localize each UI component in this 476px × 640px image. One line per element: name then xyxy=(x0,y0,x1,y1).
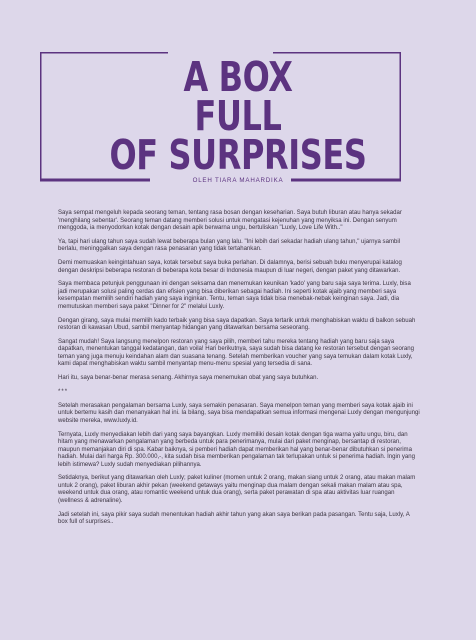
paragraph: Jadi setelah ini, saya pikir saya sudah menentukan hadiah akhir tahun yang akan saya berikan pada pasangan. Tentu saja, Luxly, A box full of surprises.. xyxy=(58,511,410,526)
title-line-3: OF SURPRISES xyxy=(109,131,367,179)
page-title xyxy=(52,53,423,179)
section-separator: *** xyxy=(58,389,69,396)
title-line-2: FULL xyxy=(194,92,282,140)
paragraph: Setidaknya, berikut yang ditawarkan oleh Luxly; paket kuliner (momen untuk 2 orang, makan siang untuk 2 orang, atau makan malam untuk 2 orang), paket liburan akhir pekan (weekend getaways yaitu menginap dua malam dengan sekali makan malam atau spa, weekend untuk dua orang, atau romantic weekend untuk dua orang), serta paket perawatan di spa atau aktivitas luar ruangan (wellness & adrenaline). xyxy=(58,475,416,504)
paragraph: Saya membaca petunjuk penggunaan ini dengan seksama dan menemukan keunikan 'kado' yang baru saja saya terima. Luxly, bisa jadi merupakan solusi paling cerdas dan efisien yang bisa diberikan sebagai hadiah. Ini seperti kotak ajaib yang memberi saya kesempatan memilih sendiri hadiah yang saya inginkan. Tentu, teman saya tidak bisa menebak-nebak keinginan saya. Jadi, dia memutuskan memberi saya paket "Dinner for 2" melalui Luxly. xyxy=(58,281,411,310)
paragraph: Sangat mudah! Saya langsung menelpon restoran yang saya pilih, memberi tahu mereka tentang hadiah yang baru saja saya dapatkan, menentukan tanggal kedatangan, dan voila! Hari berikutnya, saya sudah bisa datang ke restoran tersebut dengan seorang teman yang juga menuju keindahan alam dan suasana tenang. Setelah memberikan voucher yang saya temukan dalam kotak Luxly, kami dapat menghabiskan waktu sambil menyantap menu-menu spesial yang tersedia di sana. xyxy=(58,338,415,368)
paragraph: Saya sempat mengeluh kepada seorang teman, tentang rasa bosan dengan keseharian. Saya butuh liburan atau hanya sekadar 'menghilang sebentar'. Seorang teman datang memberi solusi untuk mengatasi kejenuhan yang menyiksa ini. Dengan senyum menggoda, ia menyodorkan kotak dengan desain apik berwarna ungu, bertuliskan "Luxly, Love Life With.." xyxy=(58,210,402,231)
paragraph: Demi memuaskan keingintahuan saya, kotak tersebut saya buka perlahan. Di dalamnya, berisi sebuah buku menyerupai katalog dengan deskripsi beberapa restoran di beberapa kota besar di Indonesia maupun di luar negeri, dengan paket yang ditawarkan. xyxy=(58,260,402,274)
paragraph: Ternyata, Luxly menyediakan lebih dari yang saya bayangkan. Luxly memiliki desain kotak dengan tiga warna yaitu ungu, biru, dan hitam yang menawarkan pengalaman yang berbeda untuk para penerimanya, mulai dari paket menginap, bersantap di restoran, maupun memanjakan diri di spa. Kabar baiknya, si pemberi hadiah dapat memberikan hal yang benar-benar dibutuhkan si penerima hadiah. Mulai dari harga Rp. 300.000,-, kita sudah bisa memberikan pengalaman tak terlupakan untuk si penerima hadiah. Ingin yang lebih istimewa? Luxly sudah menyediakan pilihannya. xyxy=(58,431,415,468)
paragraph: Dengan girang, saya mulai memilih kado terbaik yang bisa saya dapatkan. Saya tertarik untuk menghabiskan waktu di balkon sebuah restoran di kawasan Ubud, sambil menyantap hidangan yang ditawarkan bersama seseorang. xyxy=(58,317,416,332)
paragraph: Ya, tapi hari ulang tahun saya sudah lewat beberapa bulan yang lalu. "Ini lebih dari sekadar hadiah ulang tahun," ujarnya sambil berlalu, meninggalkan saya dengan rasa penasaran yang tidak tertahankan. xyxy=(58,238,401,253)
paragraph: Setelah merasakan pengalaman bersama Luxly, saya semakin penasaran. Saya menelpon teman yang memberi saya kotak ajaib ini untuk bertemu kasih dan menanyakan hal ini. Ia bilang, saya bisa mendapatkan semua informasi mengenai Luxly dengan mengunjungi website mereka, www.luxly.id. xyxy=(58,402,420,424)
title-line-1: A BOX xyxy=(183,53,293,101)
article-body xyxy=(58,210,420,533)
paragraph: Hari itu, saya benar-benar merasa senang. Akhirnya saya menemukan obat yang saya butuhkan. xyxy=(58,375,319,382)
byline: OLEH TIARA MAHARDIKA xyxy=(192,177,284,184)
